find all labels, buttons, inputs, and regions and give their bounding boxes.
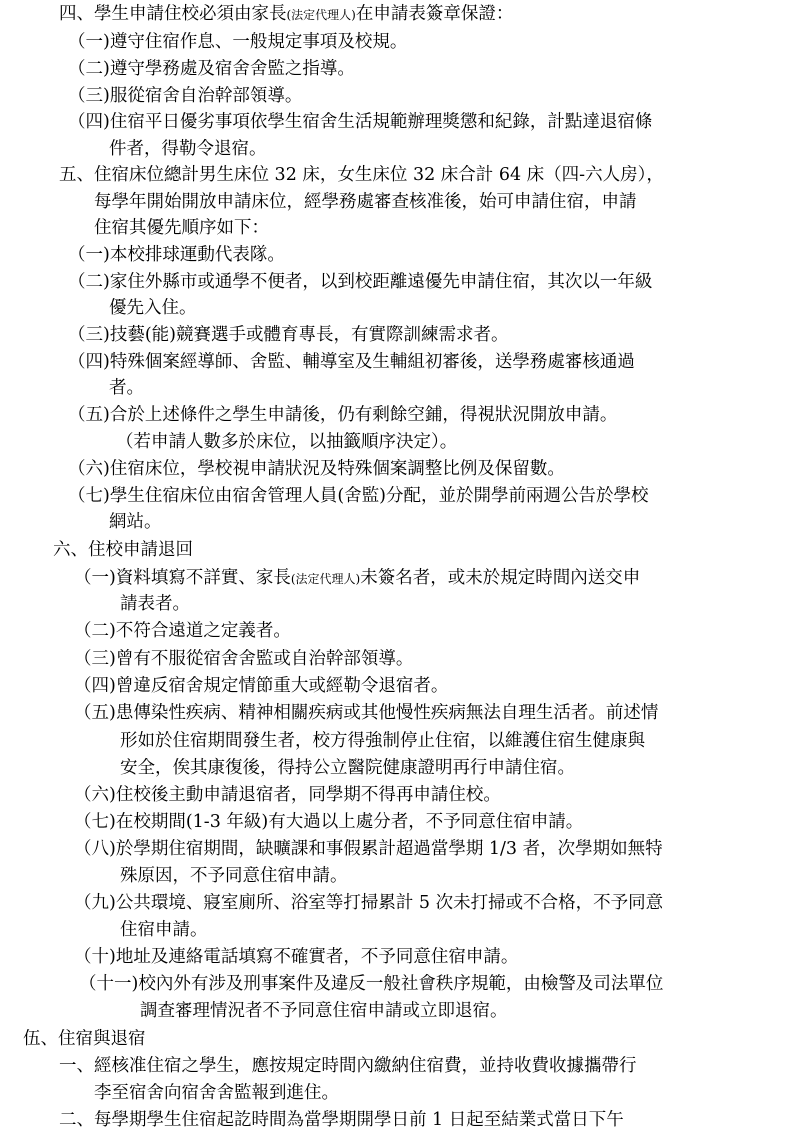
list-item-continuation (120, 729, 645, 753)
list-item (74, 674, 448, 698)
line-text: （六)住校後主動申請退宿者，同學期不得再申請住校。 (74, 785, 501, 805)
list-item (79, 972, 663, 996)
line-text: 李至宿舍向宿舍舍監報到進住。 (94, 1083, 339, 1103)
section-heading-five (59, 163, 664, 187)
line-text: （一)資料填寫不詳實、家長 (74, 568, 291, 588)
list-item (74, 891, 663, 915)
line-text: 二、每學期學生住宿起訖時間為當學期開學日前 1 日起至結業式當日下午 (59, 1110, 624, 1130)
list-item-continuation (120, 592, 190, 616)
line-text: （十)地址及連絡電話填寫不確實者，不予同意住宿申請。 (74, 947, 519, 967)
list-item-continuation (120, 864, 348, 888)
list-item (74, 945, 518, 969)
list-item (68, 403, 617, 427)
list-item (68, 270, 652, 294)
list-item (59, 1108, 624, 1132)
list-item (59, 1054, 637, 1078)
line-text: （二)家住外縣市或通學不便者，以到校距離遠優先申請住宿，其次以一年級 (68, 272, 653, 292)
line-text: 在申請表簽章保證： (355, 4, 514, 24)
line-text: 未簽名者，或未於規定時間內送交申 (360, 568, 641, 588)
section-heading-six (53, 538, 193, 562)
line-text: （二)遵守學務處及宿舍舍監之指導。 (68, 59, 355, 79)
line-text: （五)合於上述條件之學生申請後，仍有剩餘空鋪，得視狀況開放申請。 (68, 405, 618, 425)
line-text: （四)特殊個案經導師、舍監、輔導室及生輔組初審後，送學務處審核通過 (68, 352, 635, 372)
list-item-continuation (109, 296, 197, 320)
line-text: （二)不符合遠道之定義者。 (74, 621, 291, 641)
line-text: 殊原因，不予同意住宿申請。 (120, 866, 348, 886)
chapter-heading-five (23, 1027, 146, 1051)
line-text: （五)患傳染性疾病、精神相關疾病或其他慢性疾病無法自理生活者。前述情 (74, 703, 659, 723)
list-item (68, 110, 652, 134)
line-text: （六)住宿床位，學校視申請狀況及特殊個案調整比例及保留數。 (68, 459, 565, 479)
line-text: 五、住宿床位總計男生床位 32 床，女生床位 32 床合計 64 床（四-六人房）， (59, 165, 664, 185)
list-item (68, 323, 508, 347)
line-text: （四)住宿平日優劣事項依學生宿舍生活規範辦理獎懲和紀錄，計點達退宿條 (68, 112, 653, 132)
line-text: （一)本校排球運動代表隊。 (68, 245, 285, 265)
list-item (68, 350, 635, 374)
line-text: 網站。 (109, 512, 162, 532)
line-text: 一、經核准住宿之學生，應按規定時間內繳納住宿費，並持收費收據攜帶行 (59, 1056, 637, 1076)
list-item-continuation (109, 137, 267, 161)
list-item-continuation (94, 1081, 339, 1105)
list-item-continuation (140, 999, 508, 1023)
line-text: （十一)校內外有涉及刑事案件及違反一般社會秩序規範，由檢警及司法單位 (79, 974, 664, 994)
line-text: 住宿其優先順序如下： (94, 218, 269, 238)
paragraph-continuation (94, 190, 637, 214)
list-item (68, 57, 355, 81)
list-item (74, 810, 583, 834)
list-item-continuation (120, 756, 575, 780)
list-item (74, 619, 291, 643)
legal-guardian-note: (法定代理人) (290, 572, 361, 586)
list-item (68, 243, 285, 267)
line-text: （九)公共環境、寢室廁所、浴室等打掃累計 5 次未打掃或不合格，不予同意 (74, 893, 664, 913)
line-text: 優先入住。 (109, 298, 197, 318)
line-text: 調查審理情況者不予同意住宿申請或立即退宿。 (140, 1001, 508, 1021)
list-item-continuation (109, 510, 162, 534)
list-item (74, 566, 640, 591)
line-text: （三)技藝(能)競賽選手或體育專長，有實際訓練需求者。 (68, 325, 509, 345)
line-text: （三)曾有不服從宿舍舍監或自治幹部領導。 (74, 649, 414, 669)
line-text: （七)在校期間(1-3 年級)有大過以上處分者，不予同意住宿申請。 (74, 812, 584, 832)
line-text: 六、住校申請退回 (53, 540, 193, 560)
list-item (74, 701, 658, 725)
list-item (68, 457, 565, 481)
list-item-continuation (109, 376, 144, 400)
list-item (74, 647, 413, 671)
list-item (74, 837, 663, 861)
line-text: （四)曾違反宿舍規定情節重大或經勒令退宿者。 (74, 676, 449, 696)
line-text: 每學年開始開放申請床位，經學務處審查核准後，始可申請住宿，申請 (94, 192, 637, 212)
line-text: 安全，俟其康復後，得持公立醫院健康證明再行申請住宿。 (120, 758, 575, 778)
line-text: 請表者。 (120, 594, 190, 614)
list-item (68, 484, 648, 508)
line-text: （一)遵守住宿作息、一般規定事項及校規。 (68, 32, 408, 52)
line-text: 住宿申請。 (120, 920, 208, 940)
line-text: （三)服從宿舍自治幹部領導。 (68, 86, 303, 106)
list-item (74, 783, 501, 807)
line-text: 四、學生申請住校必須由家長 (59, 4, 287, 24)
section-heading-four (59, 2, 513, 27)
list-item-continuation (120, 918, 208, 942)
line-text: （八)於學期住宿期間，缺曠課和事假累計超過當學期 1/3 者，次學期如無特 (74, 839, 663, 859)
paragraph-continuation (94, 216, 269, 240)
list-item (68, 30, 407, 54)
line-text: 者。 (109, 378, 144, 398)
line-text: （七)學生住宿床位由宿舍管理人員(舍監)分配，並於開學前兩週公告於學校 (68, 486, 649, 506)
line-text: 形如於住宿期間發生者，校方得強制停止住宿，以維護住宿生健康與 (120, 731, 645, 751)
line-text: 伍、住宿與退宿 (23, 1029, 146, 1049)
line-text: （若申請人數多於床位，以抽籤順序決定）。 (116, 432, 458, 452)
line-text: 件者，得勒令退宿。 (109, 139, 267, 159)
list-item-continuation (116, 430, 457, 454)
legal-guardian-note: (法定代理人) (286, 8, 356, 22)
list-item (68, 84, 302, 108)
